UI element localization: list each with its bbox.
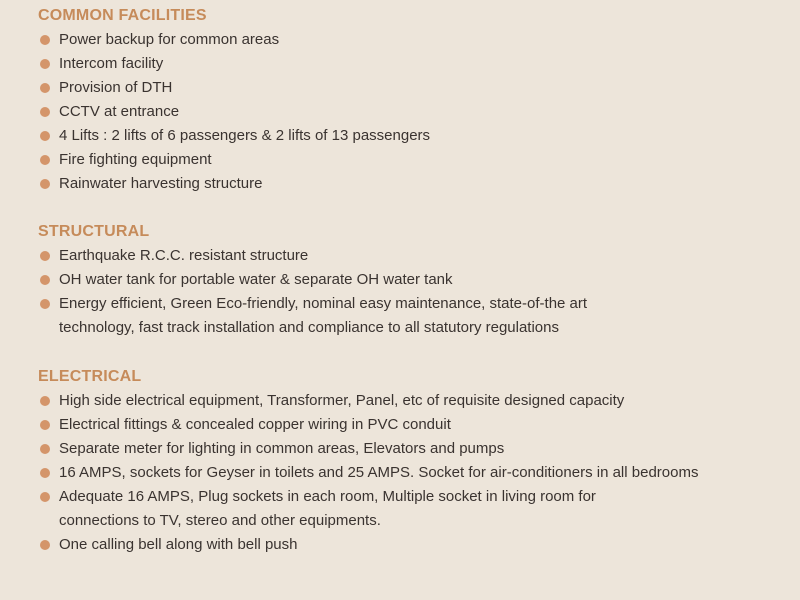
list-item: [38, 148, 780, 172]
list-item-text: Electrical fittings & concealed copper wiring in PVC conduit: [59, 416, 451, 433]
list-item-text: 16 AMPS, sockets for Geyser in toilets and 25 AMPS. Socket for air-conditioners in all bedrooms: [59, 464, 699, 481]
section-heading: COMMON FACILITIES: [38, 7, 207, 24]
bullet-list: [38, 28, 780, 196]
bullet-icon: [40, 59, 50, 69]
list-item: [38, 124, 780, 148]
list-item: [38, 485, 780, 509]
list-item-text: Provision of DTH: [59, 79, 173, 96]
list-item-continuation: [38, 509, 780, 533]
bullet-icon: [40, 275, 50, 285]
list-item-text: Separate meter for lighting in common areas, Elevators and pumps: [59, 440, 505, 457]
list-item-text: 4 Lifts : 2 lifts of 6 passengers & 2 lifts of 13 passengers: [59, 127, 431, 144]
bullet-icon: [40, 492, 50, 502]
list-item: [38, 413, 780, 437]
list-item: [38, 244, 780, 268]
bullet-icon: [40, 396, 50, 406]
bullet-list: [38, 244, 780, 340]
list-item: [38, 389, 780, 413]
list-item: [38, 461, 780, 485]
bullet-icon: [40, 444, 50, 454]
list-item: [38, 533, 780, 557]
bullet-icon: [40, 107, 50, 117]
bullet-icon: [40, 131, 50, 141]
list-item: [38, 52, 780, 76]
section-heading: STRUCTURAL: [38, 223, 150, 240]
list-item-text: Adequate 16 AMPS, Plug sockets in each room, Multiple socket in living room for: [59, 488, 596, 505]
bullet-icon: [40, 420, 50, 430]
list-item-text: High side electrical equipment, Transformer, Panel, etc of requisite designed capacity: [59, 392, 625, 409]
list-item-text: Energy efficient, Green Eco-friendly, nominal easy maintenance, state-of-the art: [59, 295, 588, 312]
list-item-text: technology, fast track installation and compliance to all statutory regulations: [59, 319, 559, 336]
section-heading: ELECTRICAL: [38, 368, 142, 385]
list-item-text: Fire fighting equipment: [59, 151, 212, 168]
list-item: [38, 437, 780, 461]
list-item: [38, 268, 780, 292]
bullet-icon: [40, 83, 50, 93]
bullet-icon: [40, 35, 50, 45]
list-item-text: One calling bell along with bell push: [59, 536, 298, 553]
list-item-text: Earthquake R.C.C. resistant structure: [59, 247, 309, 264]
bullet-icon: [40, 179, 50, 189]
bullet-list: [38, 389, 780, 557]
list-item-text: Intercom facility: [59, 55, 164, 72]
list-item-text: connections to TV, stereo and other equipments.: [59, 512, 381, 529]
bullet-icon: [40, 155, 50, 165]
list-item: [38, 100, 780, 124]
list-item: [38, 292, 780, 316]
section-common-facilities: [38, 5, 780, 196]
list-item-text: CCTV at entrance: [59, 103, 180, 120]
list-item: [38, 28, 780, 52]
list-item-text: OH water tank for portable water & separate OH water tank: [59, 271, 453, 288]
bullet-icon: [40, 299, 50, 309]
section-electrical: [38, 366, 780, 557]
list-item: [38, 76, 780, 100]
bullet-icon: [40, 468, 50, 478]
bullet-icon: [40, 540, 50, 550]
list-item: [38, 172, 780, 196]
list-item-text: Power backup for common areas: [59, 31, 280, 48]
list-item-continuation: [38, 316, 780, 340]
section-structural: [38, 221, 780, 340]
bullet-icon: [40, 251, 50, 261]
list-item-text: Rainwater harvesting structure: [59, 175, 263, 192]
